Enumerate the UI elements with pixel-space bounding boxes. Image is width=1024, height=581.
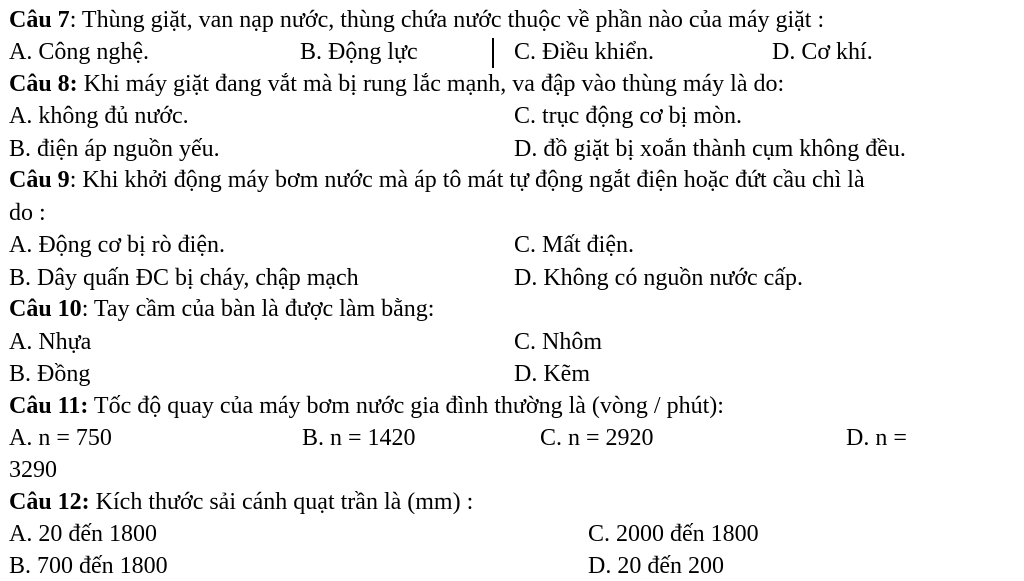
question-10-option-a: A. Nhựa	[9, 329, 92, 355]
question-9-label: Câu 9	[9, 167, 70, 193]
question-8-option-c: C. trục động cơ bị mòn.	[514, 103, 742, 129]
question-10-option-c: C. Nhôm	[514, 329, 603, 355]
question-11-option-d: D. n =	[846, 425, 907, 451]
question-11-option-a: A. n = 750	[9, 425, 112, 451]
question-12-label: Câu 12:	[9, 489, 90, 515]
question-8-option-d: D. đồ giặt bị xoắn thành cụm không đều.	[514, 136, 906, 162]
question-9-stem	[9, 168, 865, 192]
question-10-option-b: B. Đồng	[9, 361, 91, 387]
question-11-option-d-continued: 3290	[9, 457, 57, 483]
question-11-label: Câu 11:	[9, 393, 89, 419]
question-8-label: Câu 8:	[9, 71, 78, 97]
question-7-option-c: C. Điều khiển.	[514, 39, 654, 65]
question-9-text: Khi khởi động máy bơm nước mà áp tô mát tự động ngắt điện hoặc đứt cầu chì là	[76, 167, 865, 193]
question-9-option-d: D. Không có nguồn nước cấp.	[514, 265, 803, 291]
question-9-option-c: C. Mất điện.	[514, 232, 634, 258]
question-11-text: Tốc độ quay của máy bơm nước gia đình thường là (vòng / phút):	[88, 393, 724, 419]
question-8-option-b: B. điện áp nguồn yếu.	[9, 136, 220, 162]
question-7-option-b: B. Động lực	[300, 39, 418, 65]
question-8-stem	[9, 72, 784, 96]
question-8-option-a: A. không đủ nước.	[9, 103, 189, 129]
question-7-sep: :	[69, 7, 77, 33]
question-7-option-d: D. Cơ khí.	[772, 39, 873, 65]
question-9-sep: :	[69, 167, 77, 193]
question-12-option-c: C. 2000 đến 1800	[588, 521, 759, 547]
question-10-text: Tay cầm của bàn là được làm bằng:	[88, 296, 435, 322]
question-10-stem	[9, 297, 434, 321]
column-divider	[492, 38, 494, 68]
question-9-option-a: A. Động cơ bị rò điện.	[9, 232, 225, 258]
question-9-stem-continued: do :	[9, 200, 46, 226]
question-12-option-b: B. 700 đến 1800	[9, 553, 168, 579]
question-10-option-d: D. Kẽm	[514, 361, 590, 387]
question-10-sep: :	[81, 296, 89, 322]
question-7-stem	[9, 8, 824, 32]
question-7-text: Thùng giặt, van nạp nước, thùng chứa nước thuộc về phần nào của máy giặt :	[76, 7, 825, 33]
question-7-option-a: A. Công nghệ.	[9, 39, 149, 65]
question-12-option-d: D. 20 đến 200	[588, 553, 724, 579]
question-11-option-c: C. n = 2920	[540, 425, 654, 451]
question-12-text: Kích thước sải cánh quạt trần là (mm) :	[89, 489, 474, 515]
question-12-stem	[9, 490, 473, 514]
question-11-stem	[9, 394, 724, 418]
question-10-label: Câu 10	[9, 296, 82, 322]
question-7-label: Câu 7	[9, 7, 70, 33]
question-11-option-b: B. n = 1420	[302, 425, 416, 451]
question-9-option-b: B. Dây quấn ĐC bị cháy, chập mạch	[9, 265, 359, 291]
question-8-text: Khi máy giặt đang vắt mà bị rung lắc mạnh, va đập vào thùng máy là do:	[77, 71, 785, 97]
question-12-option-a: A. 20 đến 1800	[9, 521, 157, 547]
